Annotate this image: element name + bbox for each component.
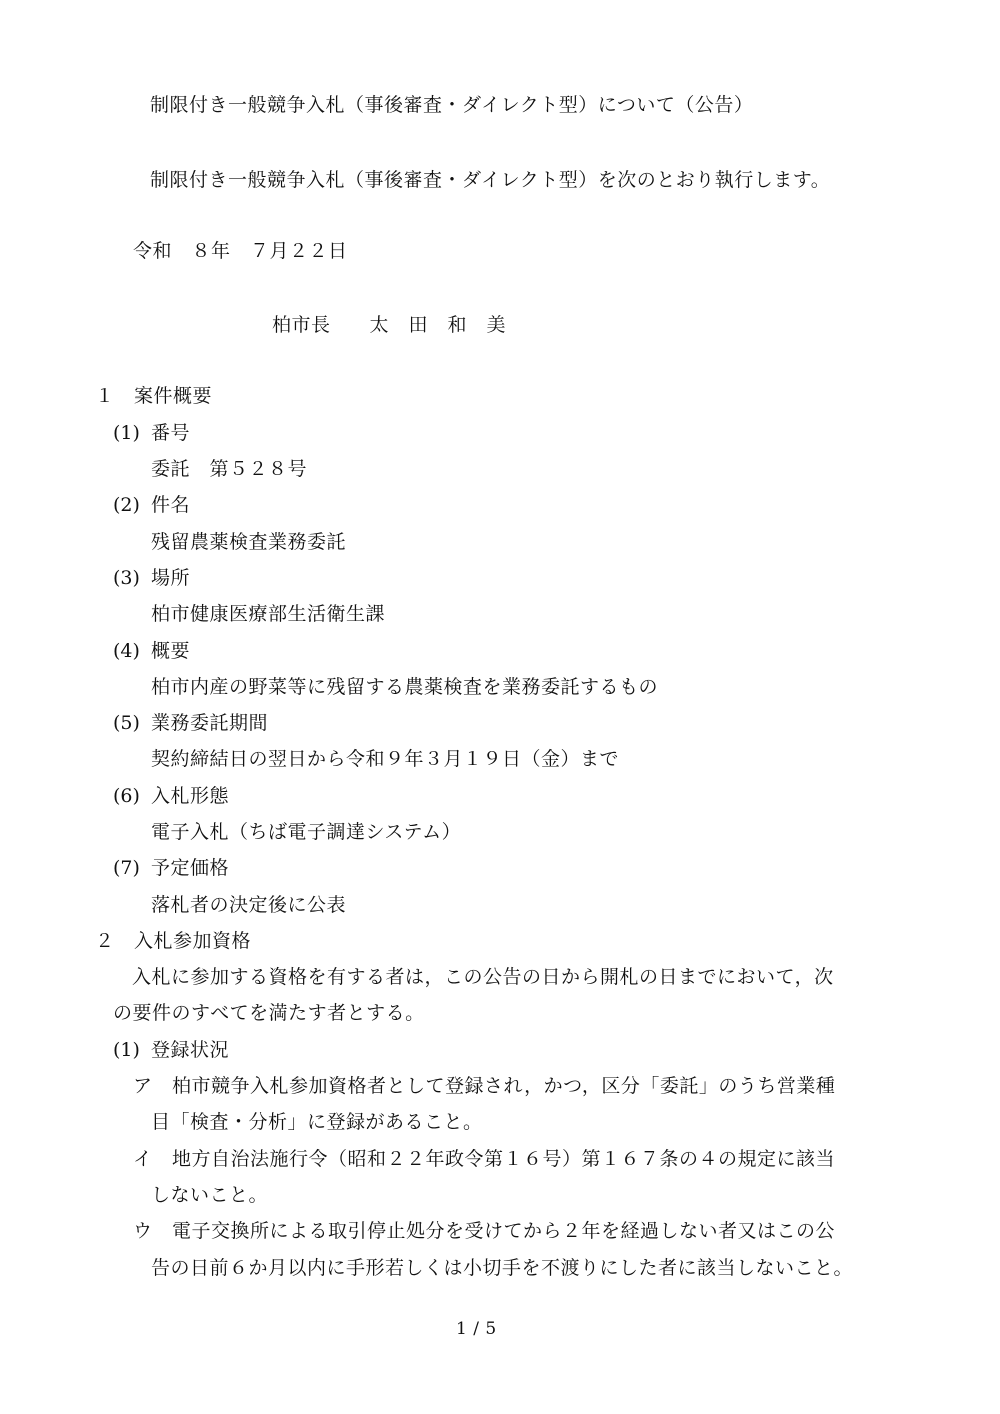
sub-1-title: 登録状況 [151, 1039, 230, 1061]
req-i-line-1: 地方自治法施行令（昭和２２年政令第１６号）第１６７条の４の規定に該当 [172, 1148, 836, 1170]
item-7-value: 落札者の決定後に公表 [151, 894, 347, 916]
item-4-title: 概要 [151, 640, 191, 662]
item-6-title: 入札形態 [151, 785, 230, 807]
req-u-mark: ウ [133, 1220, 153, 1242]
item-6-value: 電子入札（ちば電子調達システム） [151, 821, 462, 843]
item-5-value: 契約締結日の翌日から令和９年３月１９日（金）まで [151, 748, 620, 770]
item-7-label: (7) [113, 857, 140, 879]
req-a-mark: ア [133, 1075, 153, 1097]
item-5-title: 業務委託期間 [151, 712, 269, 734]
notice-title: 制限付き一般競争入札（事後審査・ダイレクト型）について（公告） [150, 94, 754, 116]
item-1-label: (1) [113, 422, 140, 444]
item-2-value: 残留農薬検査業務委託 [151, 531, 347, 553]
req-i-mark: イ [133, 1148, 153, 1170]
req-u-line-1: 電子交換所による取引停止処分を受けてから２年を経過しない者又はこの公 [172, 1220, 836, 1242]
req-a-line-2: 目「検査・分析」に登録があること。 [151, 1111, 483, 1133]
notice-date: 令和 ８年 ７月２２日 [133, 240, 348, 262]
req-u-line-2: 告の日前６か月以内に手形若しくは小切手を不渡りにした者に該当しないこと。 [151, 1257, 854, 1279]
item-4-value: 柏市内産の野菜等に残留する農薬検査を業務委託するもの [151, 676, 659, 698]
sub-1-label: (1) [113, 1039, 140, 1061]
item-3-title: 場所 [151, 567, 191, 589]
item-1-value: 委託 第５２８号 [151, 458, 308, 480]
section-2-heading: ２ 入札参加資格 [95, 930, 252, 952]
req-a-line-1: 柏市競争入札参加資格者として登録され，かつ，区分「委託」のうち営業種 [172, 1075, 836, 1097]
item-2-title: 件名 [151, 494, 191, 516]
section-1-heading: １ 案件概要 [95, 385, 213, 407]
item-3-label: (3) [113, 567, 140, 589]
item-4-label: (4) [113, 640, 140, 662]
section-2-intro-line-1: 入札に参加する資格を有する者は，この公告の日から開札の日までにおいて，次 [132, 966, 834, 988]
req-i-line-2: しないこと。 [151, 1184, 269, 1206]
item-2-label: (2) [113, 494, 140, 516]
item-5-label: (5) [113, 712, 140, 734]
item-7-title: 予定価格 [151, 857, 230, 879]
item-1-title: 番号 [151, 422, 191, 444]
notice-issuer: 柏市長 太 田 和 美 [272, 314, 507, 336]
section-2-intro-line-2: の要件のすべてを満たす者とする。 [113, 1002, 425, 1024]
item-6-label: (6) [113, 785, 140, 807]
page-number: 1 / 5 [456, 1319, 497, 1339]
item-3-value: 柏市健康医療部生活衛生課 [151, 603, 386, 625]
notice-intro: 制限付き一般競争入札（事後審査・ダイレクト型）を次のとおり執行します。 [150, 169, 831, 191]
